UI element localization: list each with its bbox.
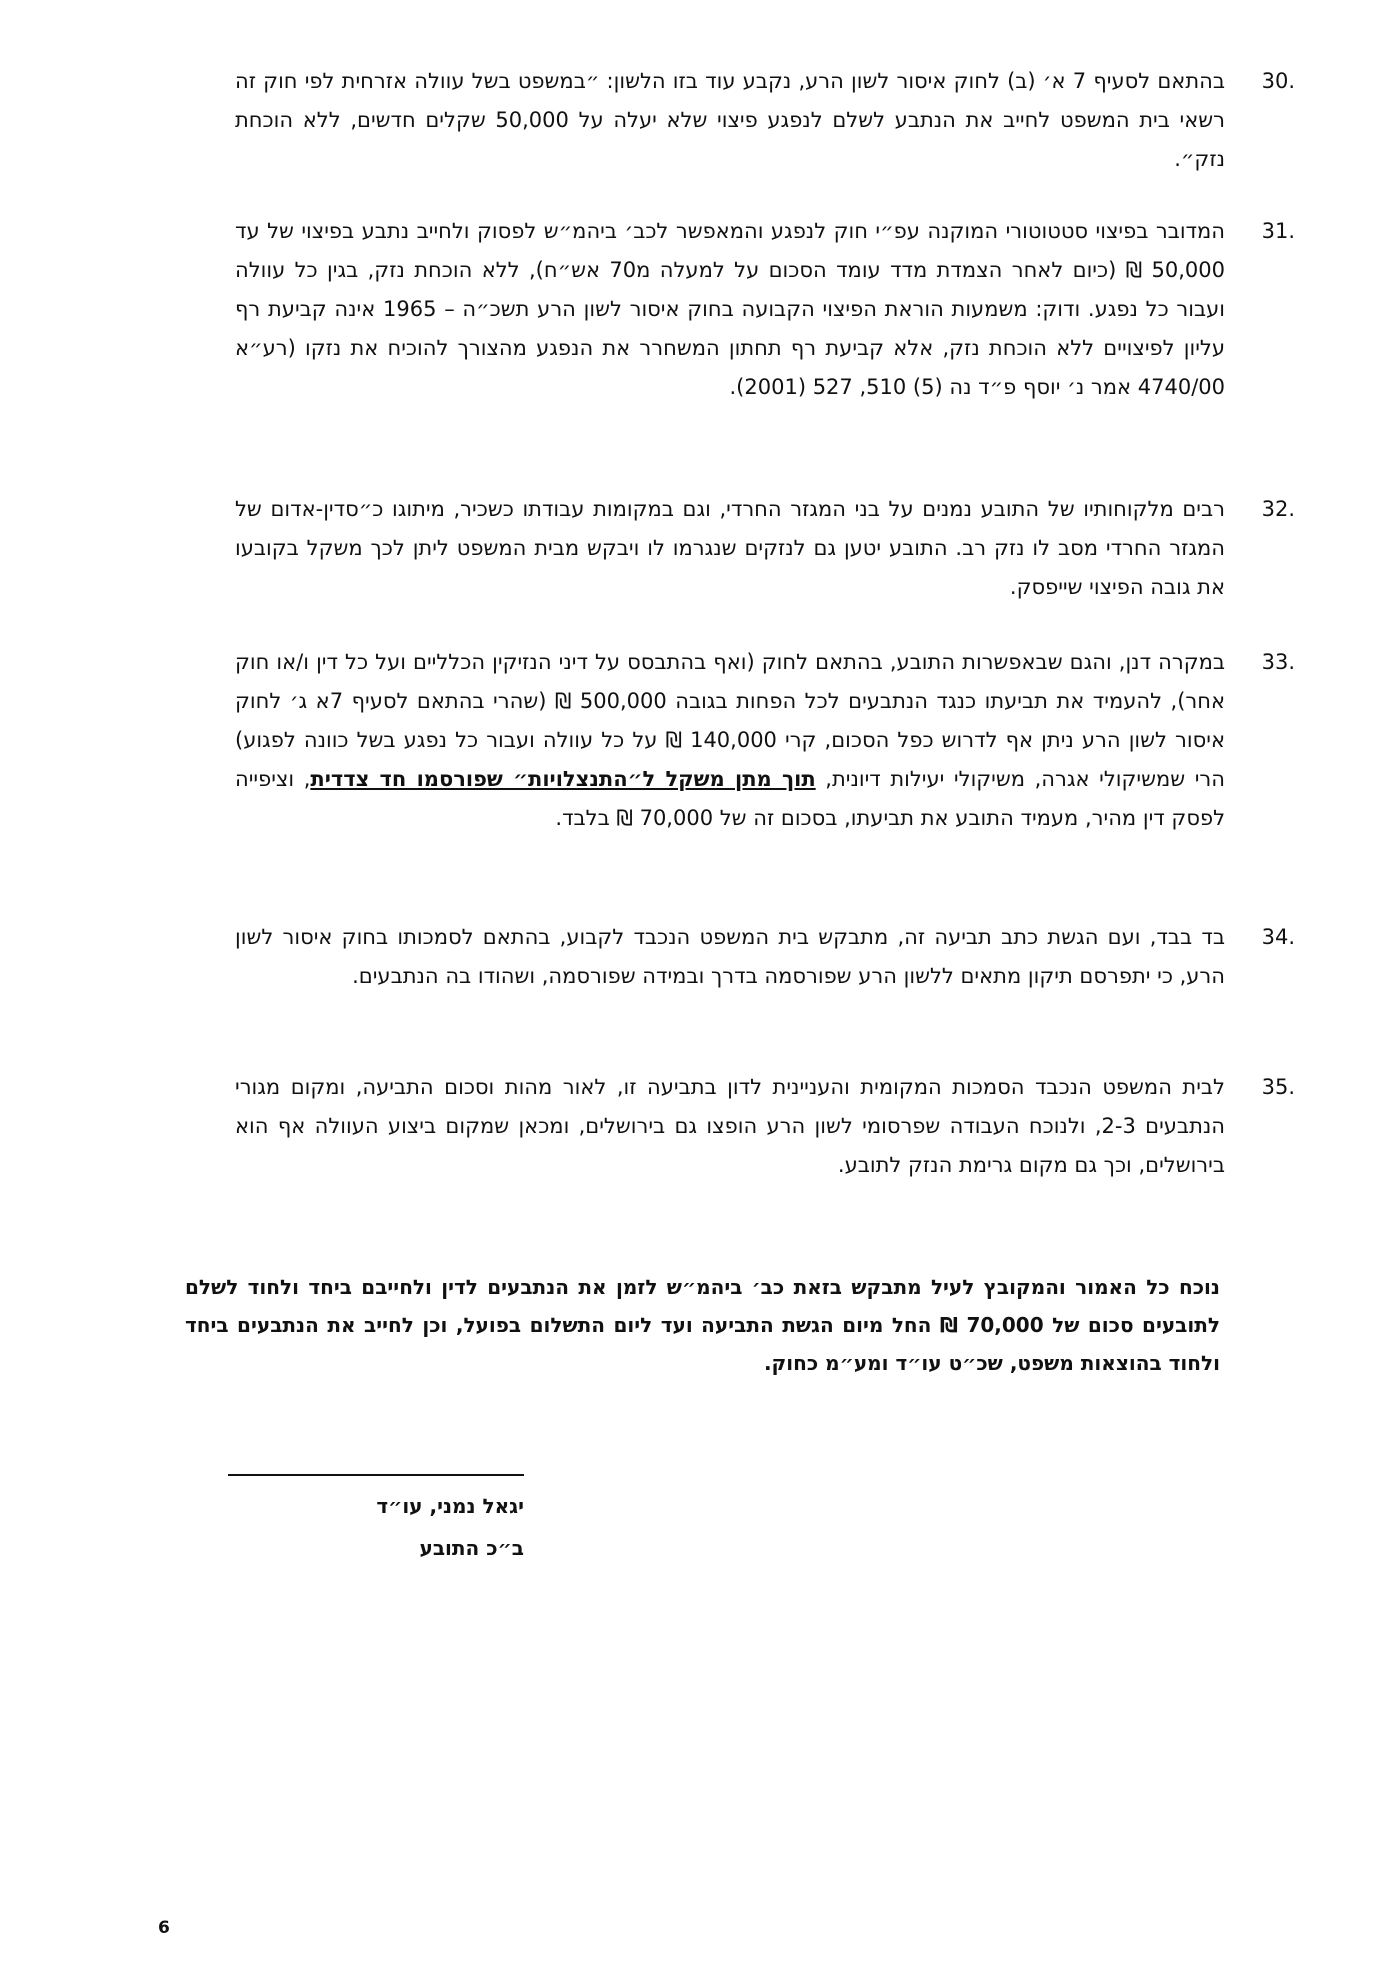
paragraph-text: בד בבד, ועם הגשת כתב תביעה זה, מתבקש בית המשפט הנכבד לקבוע, בהתאם לסמכותו בחוק איסור לשון הרע, כי יתפרסם תיקון מתאים ללשון הרע שפורסמה בדרך ובמידה שפורסמה, ושהודו בה הנתבעים.: [235, 925, 1225, 988]
paragraph-text-start: במקרה דנן, והגם שבאפשרות התובע, בהתאם לחוק (ואף בהתבסס על דיני הנזיקין הכלליים ועל כל דין ו/או חוק אחר), להעמיד את תביעתו כנגד הנתבעים לכל הפחות בגובה 500,000 ₪ (שהרי בהתאם לסעיף 7א ג׳ לחוק איסור לשון הרע ניתן אף לדרוש כפל הסכום, קרי 140,000 ₪ על כל עוולה ועבור כל נפגע בשל כוונה לפגוע) הרי שמשיקולי אגרה, משיקולי יעילות דיונית,: [235, 650, 1225, 791]
closing-request: נוכח כל האמור והמקובץ לעיל מתבקש בזאת כב׳ ביהמ״ש לזמן את הנתבעים לדין ולחייבם ביחד ולחוד לשלם לתובעים סכום של 70,000 ₪ החל מיום הגשת התביעה ועד ליום התשלום בפועל, וכן לחייב את הנתבעים ביחד ולחוד בהוצאות משפט, שכ״ט עו״ד ומע״מ כחוק.: [185, 1275, 1220, 1375]
paragraph-31: [235, 212, 1295, 407]
paragraph-number: 34.: [1261, 925, 1295, 949]
paragraph-text-end: , וציפייה לפסק דין מהיר, מעמיד התובע את תביעתו, בסכום זה של 70,000 ₪ בלבד.: [235, 767, 1225, 830]
paragraph-text: בהתאם לסעיף 7 א׳ (ב) לחוק איסור לשון הרע, נקבע עוד בזו הלשון: ״במשפט בשל עוולה אזרחית לפי חוק זה רשאי בית המשפט לחייב את הנתבע לשלם לנפגע פיצוי שלא יעלה על 50,000 שקלים חדשים, ללא הוכחת נזק״.: [235, 69, 1226, 171]
paragraph-35: [235, 1068, 1295, 1185]
page-number: 6: [158, 1918, 170, 1938]
paragraph-number: 30.: [1261, 69, 1295, 93]
signature-role: ב״כ התובע: [419, 1536, 524, 1560]
paragraph-number: 32.: [1261, 497, 1295, 521]
paragraph-number: 33.: [1261, 650, 1295, 674]
paragraph-30: [235, 62, 1295, 179]
paragraph-number: 35.: [1261, 1075, 1295, 1099]
signature-line: [228, 1474, 524, 1476]
paragraph-32: [235, 490, 1295, 607]
paragraph-number: 31.: [1261, 219, 1295, 243]
underlined-phrase: תוך מתן משקל ל״התנצלויות״ שפורסמו חד צדדית: [310, 767, 816, 791]
paragraph-text: רבים מלקוחותיו של התובע נמנים על בני המגזר החרדי, וגם במקומות עבודתו כשכיר, מיתוגו כ״סדין-אדום של המגזר החרדי מסב לו נזק רב. התובע יטען גם לנזקים שנגרמו לו ויבקש מבית המשפט ליתן לכך משקל בקובעו את גובה הפיצוי שייפסק.: [235, 497, 1225, 599]
paragraph-text: לבית המשפט הנכבד הסמכות המקומית והעניינית לדון בתביעה זו, לאור מהות וסכום התביעה, ומקום מגורי הנתבעים 2-3, ולנוכח העבודה שפרסומי לשון הרע הופצו גם בירושלים, ומכאן שמקום ביצוע העוולה אף הוא בירושלים, וכך גם מקום גרימת הנזק לתובע.: [235, 1075, 1225, 1177]
signature-name: יגאל נמני, עו״ד: [376, 1494, 524, 1518]
paragraph-34: [235, 918, 1295, 996]
paragraph-33: [235, 643, 1295, 838]
paragraph-text: המדובר בפיצוי סטטוטורי המוקנה עפ״י חוק לנפגע והמאפשר לכב׳ ביהמ״ש לפסוק ולחייב נתבע בפיצוי של עד 50,000 ₪ (כיום לאחר הצמדת מדד עומד הסכום על למעלה מ70 אש״ח), ללא הוכחת נזק, בגין כל עוולה ועבור כל נפגע. ודוק: משמעות הוראת הפיצוי הקבועה בחוק איסור לשון הרע תשכ״ה – 1965 אינה קביעת רף עליון לפיצויים ללא הוכחת נזק, אלא קביעת רף תחתון המשחרר את הנפגע מהצורך להוכיח את נזקו (רע״א 4740/00 אמר נ׳ יוסף פ״ד נה (5) 510, 527 (2001).: [235, 219, 1226, 399]
